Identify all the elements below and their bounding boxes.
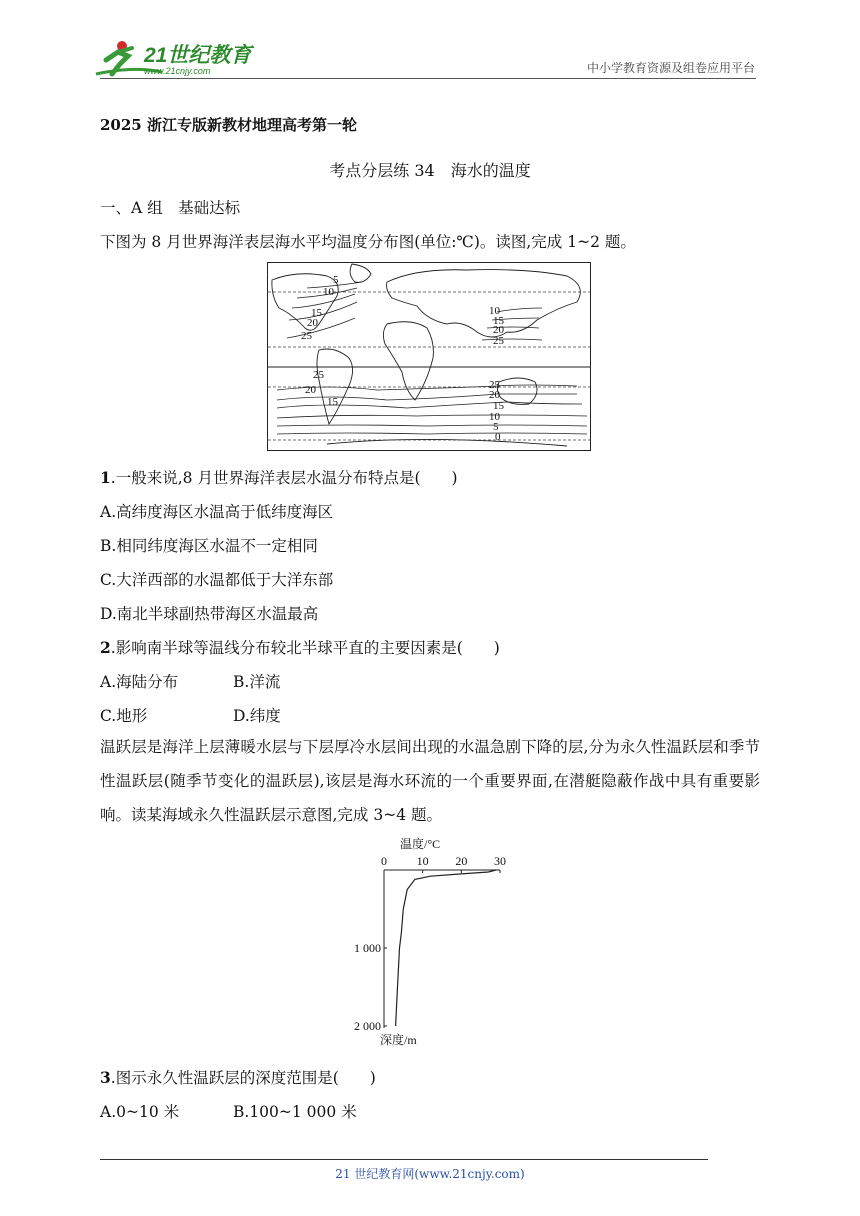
section-title: 考点分层练 34 海水的温度 (329, 161, 531, 180)
group-heading: 一、A 组 基础达标 (100, 199, 241, 217)
q3-option-b: B.100~1 000 米 (233, 1103, 357, 1121)
y-tick-label: 1 000 (354, 941, 381, 955)
thermocline-chart (348, 836, 518, 1048)
isotherm-label: 10 (489, 411, 500, 423)
header-rule (100, 78, 756, 79)
isotherm-label: 15 (311, 307, 322, 319)
isotherm-label: 15 (327, 396, 338, 408)
x-tick-label: 20 (455, 854, 468, 868)
isotherm-label: 5 (493, 421, 499, 433)
footer-link[interactable]: 21 世纪教育网(www.21cnjy.com) (335, 1167, 525, 1181)
y-tick-label: 2 000 (354, 1019, 381, 1033)
q2-option-d: D.纬度 (233, 707, 281, 725)
q2-option-b: B.洋流 (233, 673, 281, 691)
isotherm-label: 25 (493, 335, 504, 347)
isotherm-label: 10 (323, 286, 334, 298)
x-tick-label: 10 (416, 854, 429, 868)
intro-2: 温跃层是海洋上层薄暖水层与下层厚冷水层间出现的水温急剧下降的层,分为永久性温跃层和季节性温跃层(随季节变化的温跃层),该层是海水环流的一个重要界面,在潜艇隐蔽作战中具有重要影响。读某海域永久性温跃层示意图,完成 3~4 题。 (100, 738, 760, 824)
x-axis-label: 温度/°C (400, 837, 441, 851)
q1-option-b: B.相同纬度海区水温不一定相同 (100, 537, 318, 555)
isotherm-label: 0 (495, 431, 501, 443)
isotherm-label: 20 (305, 384, 316, 396)
isotherm-label: 25 (301, 330, 312, 342)
isotherm-label: 10 (489, 305, 500, 317)
temperature-curve (396, 870, 497, 1026)
q2-option-c: C.地形 (100, 707, 148, 725)
x-tick-label: 30 (494, 854, 506, 868)
isotherm-label: 20 (493, 324, 504, 336)
q1-option-a: A.高纬度海区水温高于低纬度海区 (100, 503, 334, 521)
doc-title: 2025 浙江专版新教材地理高考第一轮 (100, 116, 357, 134)
isotherm-label: 20 (489, 389, 500, 401)
isotherm-label: 15 (493, 400, 504, 412)
site-logo (92, 38, 262, 80)
logo-text: 21世纪教育 (144, 44, 252, 67)
question-1-stem: 1.一般来说,8 月世界海洋表层水温分布特点是( ) (100, 468, 458, 487)
question-2-stem: 2.影响南半球等温线分布较北半球平直的主要因素是( ) (100, 638, 500, 657)
world-sst-map (267, 262, 591, 451)
site-name: 中小学教育资源及组卷应用平台 (586, 61, 755, 75)
isotherm-label: 20 (307, 317, 318, 329)
intro-1: 下图为 8 月世界海洋表层海水平均温度分布图(单位:℃)。读图,完成 1~2 题。 (100, 233, 636, 251)
x-tick-label: 0 (381, 854, 387, 868)
q1-option-d: D.南北半球副热带海区水温最高 (100, 605, 319, 623)
isotherm-label: 15 (493, 315, 504, 327)
q2-option-a: A.海陆分布 (100, 673, 179, 691)
question-3-stem: 3.图示永久性温跃层的深度范围是( ) (100, 1068, 376, 1087)
logo-url: www.21cnjy.com (144, 66, 211, 76)
q1-option-c: C.大洋西部的水温都低于大洋东部 (100, 571, 334, 589)
isotherm-label: 25 (489, 379, 500, 391)
y-axis-label: 深度/m (380, 1033, 417, 1047)
isotherm-label: 5 (333, 274, 339, 286)
footer-rule (100, 1159, 708, 1160)
isotherm-label: 25 (313, 369, 324, 381)
q3-option-a: A.0~10 米 (100, 1103, 180, 1121)
